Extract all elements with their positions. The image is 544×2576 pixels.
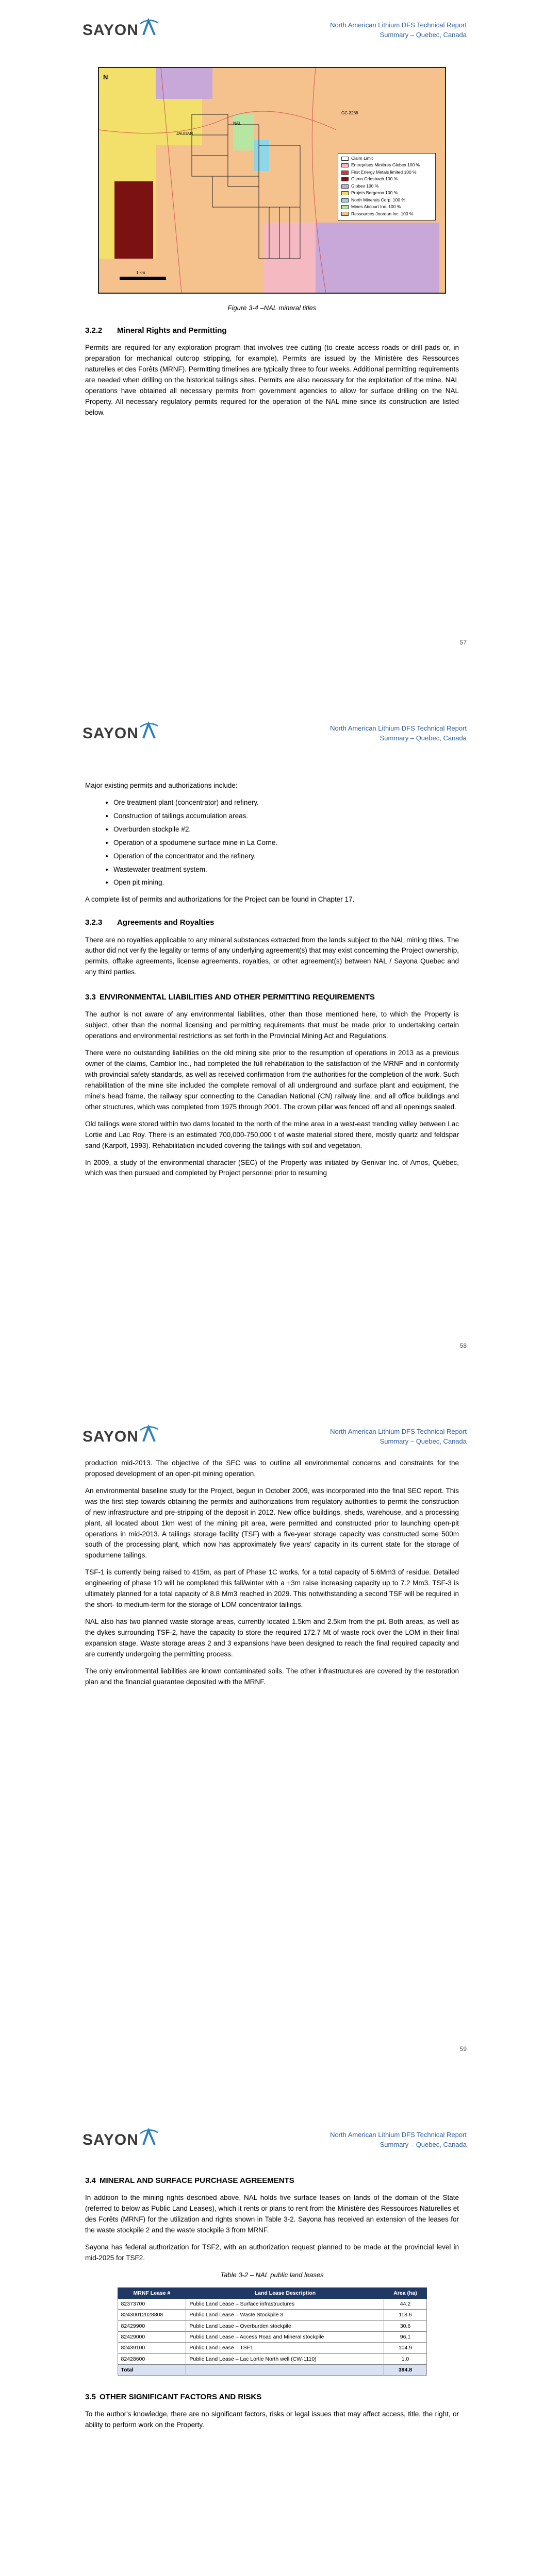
report-subtitle: Summary – Quebec, Canada — [380, 734, 467, 742]
table-cell: 104.9 — [384, 2343, 426, 2353]
section-number: 3.4 — [85, 2176, 96, 2185]
list-item: • Construction of tailings accumulation areas. — [113, 811, 459, 822]
list-item: • Open pit mining. — [113, 877, 459, 888]
page-58-body — [85, 781, 459, 1185]
paragraph: Old tailings were stored within two dams located to the north of the mine area in a west-east trending valley between Lac Lortie and Lac Roy. There is an estimated 700,000-750,000 t of waste material stored there, mostly quartz and feldspar sand (Karpoff, 1993). Rehabilitation included covering the tailings with soil and vegetation. — [85, 1120, 459, 1149]
legend-item — [341, 183, 432, 189]
legend-item — [341, 162, 432, 168]
legend-item — [341, 156, 432, 161]
page-60-body — [85, 2161, 459, 2437]
table-cell: Public Land Lease – Access Road and Mineral stockpile — [186, 2331, 384, 2342]
table-header-row — [118, 2287, 426, 2298]
report-subtitle: Summary – Quebec, Canada — [380, 2140, 467, 2148]
table-cell: 82429900 — [118, 2320, 186, 2331]
section-number: 3.2.2 — [85, 326, 103, 335]
table-row — [118, 2353, 426, 2364]
report-header — [330, 724, 467, 743]
table-cell: 82429000 — [118, 2331, 186, 2342]
paragraph: TSF-1 is currently being raised to 415m, as part of Phase 1C works, for a total capacity of 5.6Mm3 of residue. Detailed engineering of phase 1D will be completed this fall/winter with a +3m raise increasing capacity up to 7.2 Mm3. TSF-3 is ultimately planned for a total capacity of 8.8 Mm3 reached in 2029. This notwithstanding a second TSF will be required in the short- to medium-term for the storage of LOM concentrator tailings. — [85, 1568, 459, 1609]
table-cell: Public Land Lease – Waste Stockpile 3 — [186, 2310, 384, 2320]
legend-label: Claim Limit — [351, 156, 373, 161]
north-arrow: N — [103, 73, 108, 81]
report-title: North American Lithium DFS Technical Report — [330, 2131, 467, 2139]
legend-swatch — [341, 163, 349, 167]
table-cell: 1.0 — [384, 2353, 426, 2364]
section-heading — [85, 325, 459, 336]
legend-swatch — [341, 198, 349, 202]
section-heading — [85, 2175, 459, 2187]
page-58 — [0, 703, 544, 1406]
total-label: Total — [118, 2364, 186, 2375]
svg-text:SAYON: SAYON — [83, 1428, 139, 1445]
table-header: MRNF Lease # — [118, 2287, 186, 2298]
legend-swatch — [341, 205, 349, 209]
paragraph: In addition to the mining rights described above, NAL holds five surface leases on lands of the domain of the State (referred to below as Public Land Leases), which it rents or plans to rent from the Ministère des Ressources Naturelles et des Forêts (MRNF) for the utilization and rights shown in Table 3-2. Sayona has received an extension of the leases for the waste stockpile 2 and the waste stockpile 3 from MRNF. — [85, 2194, 459, 2234]
paragraph: An environmental baseline study for the Project, begun in October 2009, was incorporated into the final SEC report. This was the first step towards obtaining the permits and authorizations from regulatory authorities to permit the construction of new infrastructure and pre-stripping of the deposit in 2012. New office buildings, sheds, warehouse, and a processing plant, all located about 1km west of the mining pit area, were permitted and constructed prior to launching open-pit operations in mid-2013. A tailings storage facility (TSF) with a five-year storage capacity was constructed some 500m south of the processing plant, which now has approximately five years' capacity in its current state for the storage of spodumene tailings. — [85, 1486, 459, 1560]
legend-item — [341, 176, 432, 182]
list-item: • Overburden stockpile #2. — [113, 824, 459, 835]
legend-swatch — [341, 177, 349, 181]
list-item: • Operation of a spodumene surface mine in La Corne. — [113, 838, 459, 849]
svg-text:SAYON: SAYON — [83, 22, 139, 39]
legend-label: Mines Abcourt Inc. 100 % — [351, 204, 401, 210]
table-row — [118, 2343, 426, 2353]
paragraph: There are no royalties applicable to any mineral substances extracted from the lands subject to the NAL mining titles. The author did not verify the legality or terms of any underlying agreement(s) that may exist concerning the Project ownership, permits, offtake agreements, license agreements, royalties, or other agreement(s) between NAL / Sayona Quebec and any third parties. — [85, 936, 459, 976]
legend-swatch — [341, 171, 349, 175]
legend-item — [341, 204, 432, 210]
page-57 — [0, 0, 544, 703]
table-row — [118, 2299, 426, 2310]
section-number: 3.5 — [85, 2393, 96, 2402]
list-item: • Ore treatment plant (concentrator) and refinery. — [113, 798, 459, 808]
page-59-body — [85, 1458, 459, 1694]
legend-label: North Minerals Corp. 100 % — [351, 197, 405, 202]
paragraph: production mid-2013. The objective of the SEC was to outline all environmental concerns and constraints for the proposed development of an open-pit mining operation. — [85, 1459, 459, 1478]
table-cell: 82373700 — [118, 2299, 186, 2310]
section-title: Agreements and Royalties — [117, 918, 215, 927]
report-header — [330, 21, 467, 40]
total-value: 394.8 — [384, 2364, 426, 2375]
page-number: 58 — [459, 1342, 467, 1349]
table-cell: Public Land Lease – Lac Lortie North well (CW-1110) — [186, 2353, 384, 2364]
paragraph: There were no outstanding liabilities on the old mining site prior to the resumption of operations in 2013 as a previous owner of the claims, Cambior Inc., had completed the full rehabilitation to the satisfaction of the MRNF and in conformity with provincial safety standards, as well as received confirmation from the authorities for the completion of the work. Such rehabilitation of the mine site included the complete removal of all underground and surface plant and equipment, the mine's head frame, the railway spur connecting to the Canadian National (CN) railway line, and all office buildings and other structures, which was completed from 1975 through 2001. The crown pillar was fenced off and all openings sealed. — [85, 1049, 459, 1111]
table-cell: 30.6 — [384, 2320, 426, 2331]
report-title: North American Lithium DFS Technical Report — [330, 724, 467, 732]
paragraph: NAL also has two planned waste storage areas, currently located 1.5km and 2.5km from the pit. Both areas, as well as the dykes surrounding TSF-2, have the capacity to store the required 172.7 Mt of waste rock over the LOM in their final expansion stage. Waste storage areas 2 and 3 expansions have been designed to reach the final required capacity and are currently undergoing the permitting process. — [85, 1617, 459, 1658]
legend-label: Ressources Jourdan Inc. 100 % — [351, 211, 414, 216]
map-label-jaudan: JAUDAN — [176, 131, 193, 136]
map-label-gc: GC-3288 — [341, 111, 358, 115]
land-lease-table — [118, 2287, 427, 2376]
table-row — [118, 2310, 426, 2320]
list-item: • Wastewater treatment system. — [113, 865, 459, 875]
table-cell: Public Land Lease – Surface infrastructures — [186, 2299, 384, 2310]
legend-label: Globex 100 % — [351, 183, 379, 189]
section-heading — [85, 2391, 459, 2403]
paragraph: In 2009, a study of the environmental character (SEC) of the Property was initiated by Genivar Inc. of Amos, Québec, which was then pursued and completed by Project personnel prior to resuming — [85, 1158, 459, 1177]
permit-list — [113, 798, 459, 888]
table-cell: 82439100 — [118, 2343, 186, 2353]
section-number: 3.2.3 — [85, 918, 103, 927]
sayona-logo — [83, 1423, 160, 1447]
table-cell: 82430012028808 — [118, 2310, 186, 2320]
list-item: • Operation of the concentrator and the refinery. — [113, 851, 459, 862]
legend-label: Projets Bergeron 100 % — [351, 190, 398, 196]
report-header — [330, 1427, 467, 1447]
scale-label: 1 km — [136, 270, 145, 275]
legend-label: Glenn Griesbach 100 % — [351, 176, 398, 182]
section-title: OTHER SIGNIFICANT FACTORS AND RISKS — [100, 2393, 262, 2402]
paragraph: The author is not aware of any environmental liabilities, other than those mentioned here, to which the Property is subject, other than the normal licensing and permitting requirements that must be made prior to undertaking certain operations and environmental restrictions as set forth in the Provincial Mining Act and Regulations. — [85, 1010, 459, 1040]
report-title: North American Lithium DFS Technical Report — [330, 1428, 467, 1435]
section-title: MINERAL AND SURFACE PURCHASE AGREEMENTS — [100, 2176, 294, 2185]
legend-label: First Energy Metals limited 100 % — [351, 169, 417, 175]
legend-item — [341, 197, 432, 203]
legend-swatch — [341, 212, 349, 216]
paragraph: Permits are required for any exploration program that involves tree cutting (to create access roads or drill pads or, in preparation for mechanical outcrop stripping, for example). Permits are issued by the Ministère des Ressources naturelles et des Forêts (MRNF). Permitting timelines are typically three to four weeks. Additional permitting requirements are needed when drilling on the historical tailings sites. Permits are also necessary for the exploitation of the mine. NAL operations have obtained all necessary permits from government agencies to allow for surface drilling on the NAL Property. All necessary regulatory permits required for the operation of the NAL mine since its construction are listed below. — [85, 344, 459, 416]
page-number: 59 — [459, 2045, 467, 2053]
section-heading — [85, 991, 459, 1003]
section-title: Mineral Rights and Permitting — [117, 326, 227, 335]
paragraph: The only environmental liabilities are known contaminated soils. The other infrastructures are covered by the restoration plan and the financial guarantee deposited with the MRNF. — [85, 1667, 459, 1686]
legend-swatch — [341, 157, 349, 161]
legend-item — [341, 190, 432, 196]
legend-label: Entreprises Minières Globex 100 % — [351, 162, 420, 168]
figure-caption: Figure 3-4 –NAL mineral titles — [227, 304, 317, 312]
page-59 — [0, 1406, 544, 2110]
sayona-logo — [83, 16, 160, 40]
paragraph: A complete list of permits and authorizations for the Project can be found in Chapter 17. — [85, 895, 355, 904]
paragraph: Sayona has federal authorization for TSF2, with an authorization request planned to be made at the provincial level in mid-2025 for TSF2. — [85, 2243, 459, 2262]
map-label-nal: NAL — [233, 121, 241, 126]
table-cell — [186, 2364, 384, 2375]
report-header — [330, 2130, 467, 2150]
sayona-logo — [83, 720, 160, 743]
table-cell: Public Land Lease – TSF1 — [186, 2343, 384, 2353]
section-title: ENVIRONMENTAL LIABILITIES AND OTHER PERMITTING REQUIREMENTS — [100, 993, 375, 1002]
map-legend — [338, 153, 436, 221]
report-title: North American Lithium DFS Technical Report — [330, 21, 467, 29]
table-row — [118, 2320, 426, 2331]
report-subtitle: Summary – Quebec, Canada — [380, 1437, 467, 1445]
page-60 — [0, 2110, 544, 2576]
table-header: Land Lease Description — [186, 2287, 384, 2298]
table-cell: 118.6 — [384, 2310, 426, 2320]
legend-item — [341, 170, 432, 175]
svg-text:SAYON: SAYON — [83, 2131, 139, 2148]
table-cell: 82428600 — [118, 2353, 186, 2364]
legend-item — [341, 211, 432, 217]
paragraph: Major existing permits and authorizations include: — [85, 782, 238, 789]
legend-swatch — [341, 184, 349, 189]
table-cell: Public Land Lease – Overburden stockpile — [186, 2320, 384, 2331]
table-cell: 44.2 — [384, 2299, 426, 2310]
page-57-body — [85, 298, 459, 425]
scale-bar — [120, 277, 166, 280]
table-total-row — [118, 2364, 426, 2375]
table-header: Area (ha) — [384, 2287, 426, 2298]
section-number: 3.3 — [85, 993, 96, 1002]
sayona-logo — [83, 2126, 160, 2150]
paragraph: To the author's knowledge, there are no significant factors, risks or legal issues that may affect access, title, the right, or ability to perform work on the Property. — [85, 2410, 459, 2429]
table-caption: Table 3-2 – NAL public land leases — [220, 2270, 324, 2279]
report-subtitle: Summary – Quebec, Canada — [380, 30, 467, 39]
legend-swatch — [341, 191, 349, 195]
mineral-titles-map — [98, 67, 446, 294]
table-cell: 96.1 — [384, 2331, 426, 2342]
page-number: 57 — [459, 639, 467, 646]
svg-text:SAYON: SAYON — [83, 725, 139, 742]
section-heading — [85, 917, 459, 928]
table-row — [118, 2331, 426, 2342]
